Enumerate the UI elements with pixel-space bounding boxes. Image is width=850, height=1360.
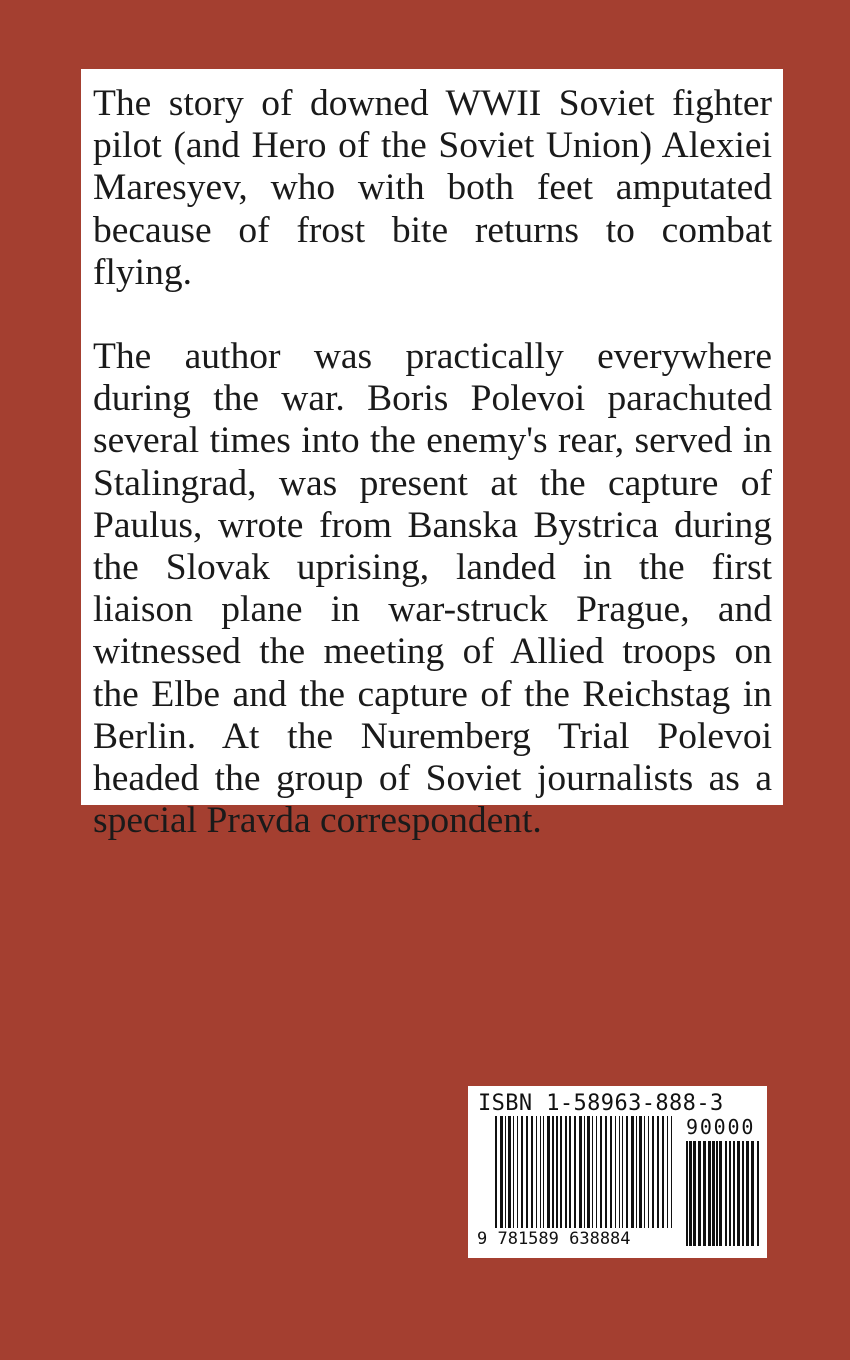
barcode-bar — [495, 1116, 497, 1228]
barcode-bar — [596, 1116, 597, 1228]
barcode-bar — [592, 1116, 593, 1228]
barcode-bar — [648, 1116, 649, 1228]
synopsis-paragraph: The story of downed WWII Soviet fighter pilot (and Hero of the Soviet Union) Alexiei Maresyev, who with both feet amputated because of frost bite returns to combat flying. — [93, 83, 772, 293]
barcode-bar — [708, 1141, 711, 1246]
barcode-bar — [610, 1116, 612, 1228]
barcode-bar — [540, 1116, 541, 1228]
barcode-bar — [513, 1116, 514, 1228]
barcode-bar — [560, 1116, 562, 1228]
barcode-bar — [605, 1116, 607, 1228]
isbn-barcode-panel — [468, 1086, 767, 1258]
barcode-bar — [565, 1116, 567, 1228]
barcode-bar — [719, 1141, 722, 1246]
barcode-bar — [667, 1116, 668, 1228]
barcode-bar — [517, 1116, 518, 1228]
barcode-bar — [693, 1141, 696, 1246]
ean-digits: 9 781589 638884 — [477, 1229, 631, 1249]
barcode-bar — [556, 1116, 558, 1228]
barcode-bar — [644, 1116, 645, 1228]
barcode-bar — [619, 1116, 620, 1228]
description-panel — [81, 69, 783, 842]
barcode-bar — [574, 1116, 576, 1228]
barcode-bar — [636, 1116, 637, 1228]
barcode-bar — [639, 1116, 642, 1228]
barcode-bar — [698, 1141, 701, 1246]
barcode-bar — [615, 1116, 616, 1228]
barcode-bar — [746, 1141, 749, 1246]
barcode-bar — [587, 1116, 590, 1228]
author-bio-paragraph: The author was practically everywhere during the war. Boris Polevoi parachuted several times into the enemy's rear, served in Stalingrad, was present at the capture of Paulus, wrote from Banska Bystrica during the Slovak uprising, landed in the first liaison plane in war-struck Prague, and witnessed the meeting of Allied troops on the Elbe and the capture of the Reichstag in Berlin. At the Nuremberg Trial Polevoi headed the group of Soviet journalists as a special Pravda correspondent. — [93, 336, 772, 842]
barcode-bar — [531, 1116, 533, 1228]
barcode-bar — [733, 1141, 735, 1246]
barcode-bar — [671, 1116, 672, 1228]
barcode-bar — [500, 1116, 503, 1228]
barcode-bar — [737, 1141, 740, 1246]
barcode-bar — [552, 1116, 554, 1228]
barcode-bar — [712, 1141, 715, 1246]
barcode-bar — [631, 1116, 634, 1228]
barcode-bar — [689, 1141, 692, 1246]
barcode-bar — [521, 1116, 523, 1228]
isbn-label: ISBN 1-58963-888-3 — [478, 1091, 724, 1116]
barcode-bar — [569, 1116, 571, 1228]
barcode-bar — [725, 1141, 727, 1246]
barcode-bar — [703, 1141, 706, 1246]
barcode-bar — [686, 1141, 688, 1246]
barcode-bar — [751, 1141, 754, 1246]
barcode-bar — [584, 1116, 585, 1228]
barcode-bar — [742, 1141, 744, 1246]
price-code: 90000 — [686, 1115, 756, 1139]
barcode-bar — [543, 1116, 544, 1228]
barcode-bar — [626, 1116, 628, 1228]
barcode-bar — [662, 1116, 664, 1228]
barcode-bar — [716, 1141, 718, 1246]
barcode-bar — [505, 1116, 506, 1228]
barcode-bar — [579, 1116, 582, 1228]
barcode-bar — [600, 1116, 602, 1228]
barcode-bar — [657, 1116, 659, 1228]
barcode-bar — [757, 1141, 759, 1246]
barcode-bar — [536, 1116, 537, 1228]
barcode-bar — [547, 1116, 550, 1228]
barcode-bar — [508, 1116, 511, 1228]
barcode-bar — [622, 1116, 623, 1228]
barcode-bar — [729, 1141, 731, 1246]
barcode-bar — [652, 1116, 654, 1228]
barcode-bar — [526, 1116, 528, 1228]
